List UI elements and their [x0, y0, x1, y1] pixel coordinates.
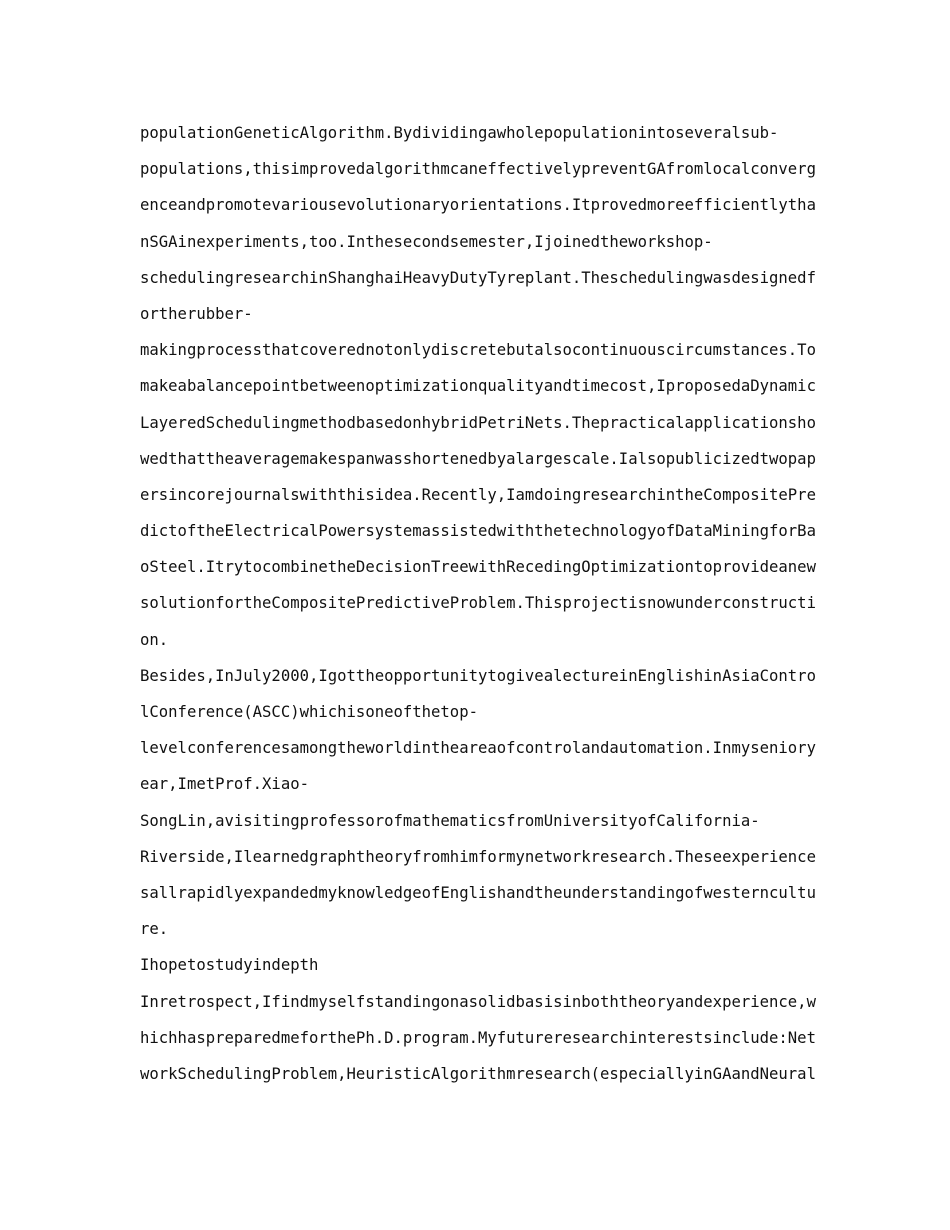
text-line: dictoftheElectricalPowersystemassistedwiththetechnologyofDataMiningforBa: [140, 522, 816, 541]
body-text: [140, 115, 820, 1092]
text-line: ear,ImetProf.Xiao-: [140, 775, 309, 794]
text-line: hichhaspreparedmeforthePh.D.program.Myfutureresearchinterestsinclude:Net: [140, 1028, 816, 1047]
text-line: Inretrospect,Ifindmyselfstandingonasolidbasisinboththeoryandexperience,w: [140, 992, 816, 1011]
text-line: populationGeneticAlgorithm.Bydividingawholepopulationintoseveralsub-: [140, 124, 779, 142]
text-line: levelconferencesamongtheworldintheareaofcontrolandautomation.Inmyseniory: [140, 739, 816, 758]
text-line: schedulingresearchinShanghaiHeavyDutyTyreplant.Theschedulingwasdesignedf: [140, 268, 816, 287]
text-line: Besides,InJuly2000,IgottheopportunitytogivealectureinEnglishinAsiaContro: [140, 666, 816, 685]
text-line: workSchedulingProblem,HeuristicAlgorithmresearch(especiallyinGAandNeural: [140, 1064, 816, 1083]
text-line: sallrapidlyexpandedmyknowledgeofEnglishandtheunderstandingofwesterncultu: [140, 883, 816, 902]
text-line: makeabalancepointbetweenoptimizationqualityandtimecost,IproposedaDynamic: [140, 377, 816, 396]
text-line: ersincorejournalswiththisidea.Recently,IamdoingresearchintheCompositePre: [140, 485, 816, 504]
text-line: oSteel.ItrytocombinetheDecisionTreewithRecedingOptimizationtoprovideanew: [140, 558, 816, 577]
text-line: ortherubber-: [140, 304, 253, 323]
text-line: enceandpromotevariousevolutionaryorientations.Itprovedmoreefficientlytha: [140, 196, 816, 215]
text-line: nSGAinexperiments,too.Inthesecondsemester,Ijoinedtheworkshop-: [140, 232, 713, 251]
text-line: makingprocessthatcoverednotonlydiscretebutalsocontinuouscircumstances.To: [140, 341, 816, 360]
text-line: SongLin,avisitingprofessorofmathematicsfromUniversityofCalifornia-: [140, 811, 760, 830]
text-line: solutionfortheCompositePredictiveProblem.Thisprojectisnowunderconstructi: [140, 594, 816, 613]
text-line: Ihopetostudyindepth: [140, 956, 319, 975]
text-line: LayeredSchedulingmethodbasedonhybridPetriNets.Thepracticalapplicationsho: [140, 413, 816, 432]
text-line: Riverside,Ilearnedgraphtheoryfromhimformynetworkresearch.Theseexperience: [140, 847, 816, 866]
text-line: re.: [140, 920, 169, 939]
text-line: wedthattheaveragemakespanwasshortenedbyalargescale.Ialsopublicizedtwopap: [140, 449, 816, 468]
text-line: populations,thisimprovedalgorithmcaneffectivelypreventGAfromlocalconverg: [140, 160, 816, 179]
text-line: on.: [140, 630, 169, 649]
text-line: lConference(ASCC)whichisoneofthetop-: [140, 703, 478, 721]
